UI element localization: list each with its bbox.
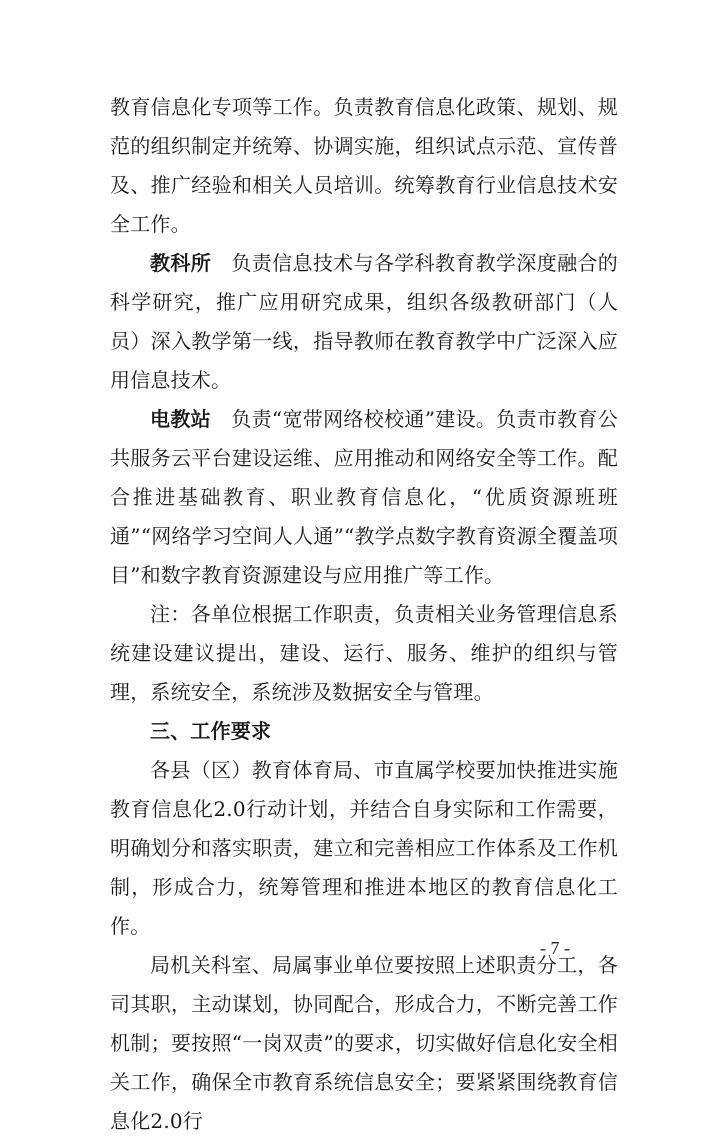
unit-name-term: 教科所 [150, 251, 212, 275]
paragraph-text: 教育信息化专项等工作。负责教育信息化政策、规划、规范的组织制定并统筹、协调实施，组织试点示范、宣传普及、推广经验和相关人员培训。统筹教育行业信息技术安全工作。 [110, 95, 618, 236]
section-heading: 三、工作要求 [150, 719, 272, 743]
paragraph-text: 负责信息技术与各学科教育教学深度融合的科学研究，推广应用研究成果，组织各级教研部门（人员）深入教学第一线，指导教师在教育教学中广泛深入应用信息技术。 [110, 251, 618, 392]
paragraph-jiaokesuo [110, 244, 618, 400]
paragraph-text: 各县（区）教育体育局、市直属学校要加快推进实施教育信息化2.0行动计划，并结合自身实际和工作需要，明确划分和落实职责，建立和完善相应工作体系及工作机制，形成合力，统筹管理和推进本地区的教育信息化工作。 [110, 758, 618, 938]
page-number: - 7 - [540, 938, 570, 958]
document-body [110, 88, 618, 1141]
paragraph-diaojiaozhan [110, 400, 618, 595]
paragraph-county-requirements [110, 751, 618, 946]
paragraph-text: 局机关科室、局属事业单位要按照上述职责分工，各司其职，主动谋划，协同配合，形成合力，不断完善工作机制；要按照“一岗双责”的要求，切实做好信息化安全相关工作，确保全市教育系统信息安全；要紧紧围绕教育信息化2.0行 [110, 953, 618, 1133]
paragraph-text: 注：各单位根据工作职责，负责相关业务管理信息系统建设建议提出，建设、运行、服务、维护的组织与管理，系统安全，系统涉及数据安全与管理。 [110, 602, 618, 704]
paragraph-note [110, 595, 618, 712]
paragraph-continuation [110, 88, 618, 244]
paragraph-bureau-requirements [110, 946, 618, 1141]
unit-name-term: 电教站 [150, 407, 211, 431]
paragraph-text: 负责“宽带网络校校通”建设。负责市教育公共服务云平台建设运维、应用推动和网络安全等工作。配合推进基础教育、职业教育信息化，“优质资源班班通”“网络学习空间人人通”“教学点数字教育资源全覆盖项目”和数字教育资源建设与应用推广等工作。 [110, 407, 618, 587]
